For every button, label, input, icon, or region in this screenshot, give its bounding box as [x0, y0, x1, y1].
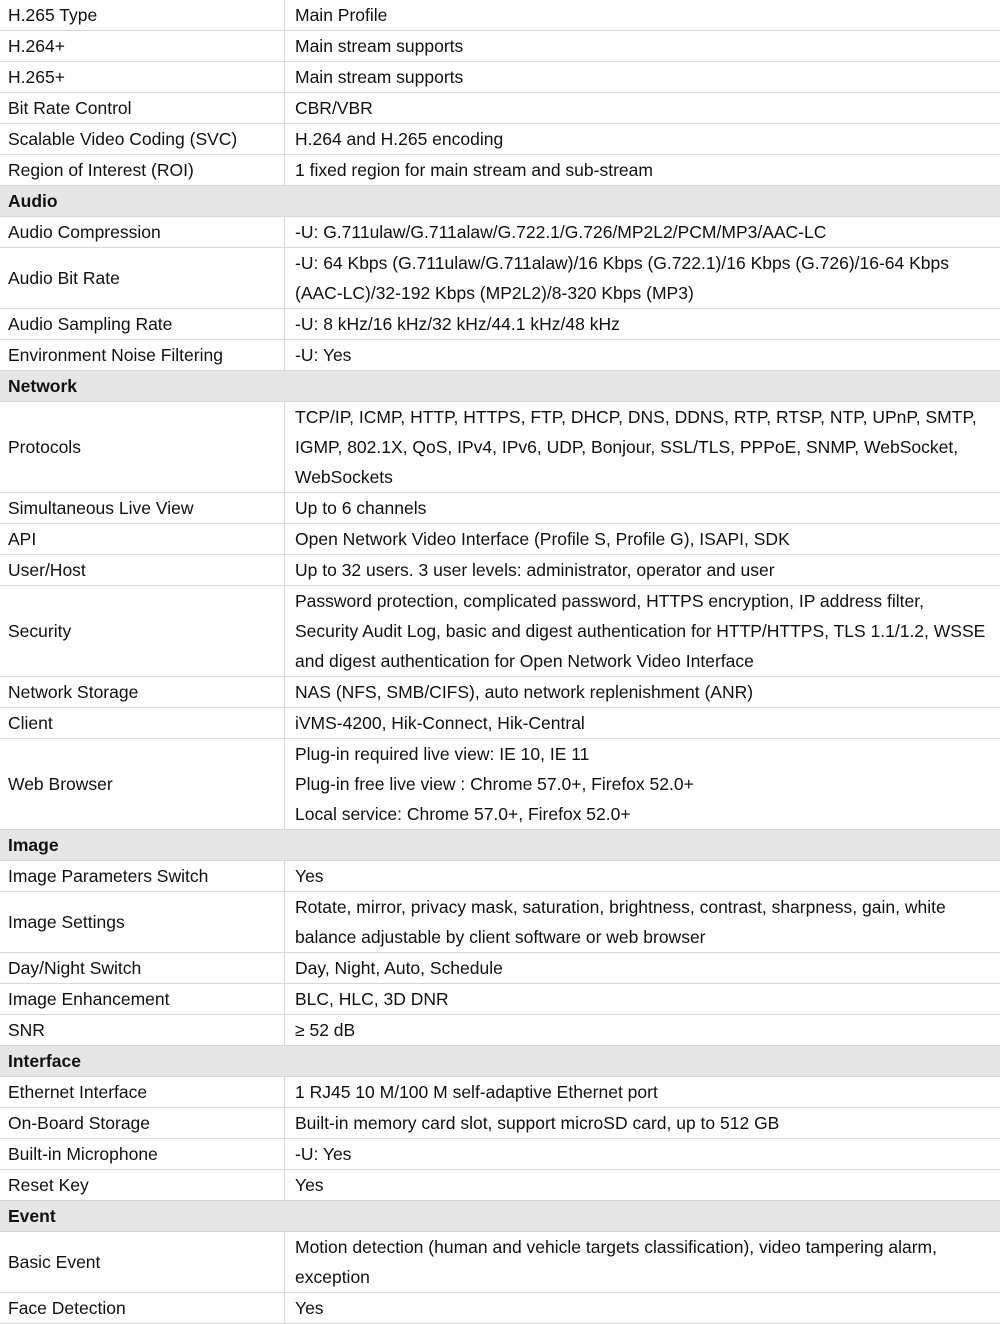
spec-label: Image Parameters Switch: [0, 861, 285, 892]
spec-row: [0, 124, 1000, 155]
spec-row: [0, 524, 1000, 555]
spec-label: Built-in Microphone: [0, 1139, 285, 1170]
spec-value-line: WebSockets: [295, 462, 992, 492]
spec-label: Audio Bit Rate: [0, 248, 285, 309]
spec-value-line: 1 RJ45 10 M/100 M self-adaptive Ethernet port: [295, 1082, 658, 1102]
spec-value-line: Rotate, mirror, privacy mask, saturation, brightness, contrast, sharpness, gain, white: [295, 892, 992, 922]
spec-row: [0, 340, 1000, 371]
spec-value: [285, 586, 1000, 677]
section-header: Image: [0, 830, 1000, 861]
spec-value: [285, 309, 1000, 340]
spec-row: [0, 677, 1000, 708]
spec-value-line: -U: 8 kHz/16 kHz/32 kHz/44.1 kHz/48 kHz: [295, 314, 620, 334]
spec-value: [285, 0, 1000, 31]
spec-value-line: H.264 and H.265 encoding: [295, 129, 503, 149]
spec-value: [285, 62, 1000, 93]
spec-value-line: -U: Yes: [295, 345, 351, 365]
spec-value-line: iVMS-4200, Hik-Connect, Hik-Central: [295, 713, 585, 733]
section-header-row: [0, 186, 1000, 217]
spec-value-line: ≥ 52 dB: [295, 1020, 355, 1040]
spec-value-line: Main Profile: [295, 5, 387, 25]
spec-row: [0, 708, 1000, 739]
spec-row: [0, 493, 1000, 524]
spec-label: Reset Key: [0, 1170, 285, 1201]
spec-value-line: IGMP, 802.1X, QoS, IPv4, IPv6, UDP, Bonjour, SSL/TLS, PPPoE, SNMP, WebSocket,: [295, 432, 992, 462]
spec-value-line: Open Network Video Interface (Profile S, Profile G), ISAPI, SDK: [295, 529, 790, 549]
spec-label: Environment Noise Filtering: [0, 340, 285, 371]
spec-row: [0, 953, 1000, 984]
spec-value-line: BLC, HLC, 3D DNR: [295, 989, 449, 1009]
spec-label: API: [0, 524, 285, 555]
spec-value-line: Yes: [295, 1298, 324, 1318]
spec-value: [285, 1293, 1000, 1324]
spec-label: Image Settings: [0, 892, 285, 953]
spec-value: [285, 93, 1000, 124]
spec-label: H.265 Type: [0, 0, 285, 31]
spec-value: [285, 739, 1000, 830]
section-header-row: [0, 371, 1000, 402]
spec-row: [0, 402, 1000, 493]
spec-value-line: exception: [295, 1262, 992, 1292]
spec-label: User/Host: [0, 555, 285, 586]
section-header-row: [0, 1201, 1000, 1232]
spec-value-line: Password protection, complicated password, HTTPS encryption, IP address filter,: [295, 586, 992, 616]
spec-value-line: Up to 32 users. 3 user levels: administrator, operator and user: [295, 560, 775, 580]
spec-value: [285, 677, 1000, 708]
spec-value-line: TCP/IP, ICMP, HTTP, HTTPS, FTP, DHCP, DNS, DDNS, RTP, RTSP, NTP, UPnP, SMTP,: [295, 402, 992, 432]
section-header: Network: [0, 371, 1000, 402]
spec-label: Image Enhancement: [0, 984, 285, 1015]
spec-label: H.265+: [0, 62, 285, 93]
spec-value: [285, 953, 1000, 984]
spec-row: [0, 248, 1000, 309]
spec-value-line: -U: Yes: [295, 1144, 351, 1164]
spec-label: Network Storage: [0, 677, 285, 708]
spec-value-line: and digest authentication for Open Network Video Interface: [295, 646, 992, 676]
section-header-row: [0, 830, 1000, 861]
spec-row: [0, 892, 1000, 953]
section-header: Interface: [0, 1046, 1000, 1077]
spec-value-line: 1 fixed region for main stream and sub-stream: [295, 160, 653, 180]
section-header-row: [0, 1046, 1000, 1077]
spec-label: Audio Sampling Rate: [0, 309, 285, 340]
spec-value: [285, 340, 1000, 371]
spec-row: [0, 62, 1000, 93]
spec-value-line: -U: G.711ulaw/G.711alaw/G.722.1/G.726/MP2L2/PCM/MP3/AAC-LC: [295, 222, 826, 242]
spec-value: [285, 1232, 1000, 1293]
spec-label: Face Detection: [0, 1293, 285, 1324]
spec-value-line: Main stream supports: [295, 36, 463, 56]
spec-label: Scalable Video Coding (SVC): [0, 124, 285, 155]
spec-value-line: Yes: [295, 1175, 324, 1195]
spec-row: [0, 861, 1000, 892]
spec-row: [0, 1108, 1000, 1139]
spec-value-line: balance adjustable by client software or web browser: [295, 922, 992, 952]
spec-row: [0, 309, 1000, 340]
spec-label: Protocols: [0, 402, 285, 493]
spec-value: [285, 493, 1000, 524]
spec-value: [285, 1077, 1000, 1108]
spec-row: [0, 1015, 1000, 1046]
spec-value-line: Security Audit Log, basic and digest authentication for HTTP/HTTPS, TLS 1.1/1.2, WSSE: [295, 616, 992, 646]
spec-value-line: Plug-in free live view : Chrome 57.0+, Firefox 52.0+: [295, 769, 992, 799]
spec-label: Audio Compression: [0, 217, 285, 248]
spec-row: [0, 1077, 1000, 1108]
spec-value: [285, 555, 1000, 586]
spec-value: [285, 217, 1000, 248]
spec-value: [285, 1108, 1000, 1139]
spec-label: Simultaneous Live View: [0, 493, 285, 524]
spec-value: [285, 861, 1000, 892]
spec-value-line: NAS (NFS, SMB/CIFS), auto network replenishment (ANR): [295, 682, 753, 702]
spec-row: [0, 93, 1000, 124]
spec-value-line: -U: 64 Kbps (G.711ulaw/G.711alaw)/16 Kbps (G.722.1)/16 Kbps (G.726)/16-64 Kbps: [295, 248, 992, 278]
spec-value: [285, 402, 1000, 493]
spec-row: [0, 555, 1000, 586]
spec-label: SNR: [0, 1015, 285, 1046]
spec-row: [0, 586, 1000, 677]
spec-row: [0, 984, 1000, 1015]
spec-row: [0, 1139, 1000, 1170]
spec-row: [0, 739, 1000, 830]
spec-row: [0, 217, 1000, 248]
spec-value: [285, 1170, 1000, 1201]
spec-label: Ethernet Interface: [0, 1077, 285, 1108]
section-header: Audio: [0, 186, 1000, 217]
spec-value-line: Plug-in required live view: IE 10, IE 11: [295, 739, 992, 769]
spec-value-line: (AAC-LC)/32-192 Kbps (MP2L2)/8-320 Kbps (MP3): [295, 278, 992, 308]
spec-value: [285, 155, 1000, 186]
spec-value: [285, 984, 1000, 1015]
spec-value-line: Yes: [295, 866, 324, 886]
spec-value-line: Built-in memory card slot, support microSD card, up to 512 GB: [295, 1113, 779, 1133]
spec-value-line: Day, Night, Auto, Schedule: [295, 958, 503, 978]
spec-value-line: Up to 6 channels: [295, 498, 426, 518]
spec-value-line: Main stream supports: [295, 67, 463, 87]
spec-value: [285, 248, 1000, 309]
spec-row: [0, 31, 1000, 62]
spec-value: [285, 708, 1000, 739]
spec-label: On-Board Storage: [0, 1108, 285, 1139]
spec-value: [285, 892, 1000, 953]
spec-label: Web Browser: [0, 739, 285, 830]
spec-label: Day/Night Switch: [0, 953, 285, 984]
spec-label: Basic Event: [0, 1232, 285, 1293]
spec-value: [285, 1139, 1000, 1170]
spec-label: Region of Interest (ROI): [0, 155, 285, 186]
section-header: Event: [0, 1201, 1000, 1232]
spec-label: Bit Rate Control: [0, 93, 285, 124]
spec-value: [285, 31, 1000, 62]
spec-row: [0, 1170, 1000, 1201]
spec-value-line: Local service: Chrome 57.0+, Firefox 52.0+: [295, 799, 992, 829]
spec-label: H.264+: [0, 31, 285, 62]
spec-label: Security: [0, 586, 285, 677]
spec-row: [0, 155, 1000, 186]
spec-value-line: Motion detection (human and vehicle targets classification), video tampering alarm,: [295, 1232, 992, 1262]
spec-row: [0, 1293, 1000, 1324]
spec-value: [285, 524, 1000, 555]
spec-row: [0, 1232, 1000, 1293]
spec-label: Client: [0, 708, 285, 739]
spec-row: [0, 0, 1000, 31]
spec-value-line: CBR/VBR: [295, 98, 373, 118]
spec-value: [285, 124, 1000, 155]
spec-value: [285, 1015, 1000, 1046]
